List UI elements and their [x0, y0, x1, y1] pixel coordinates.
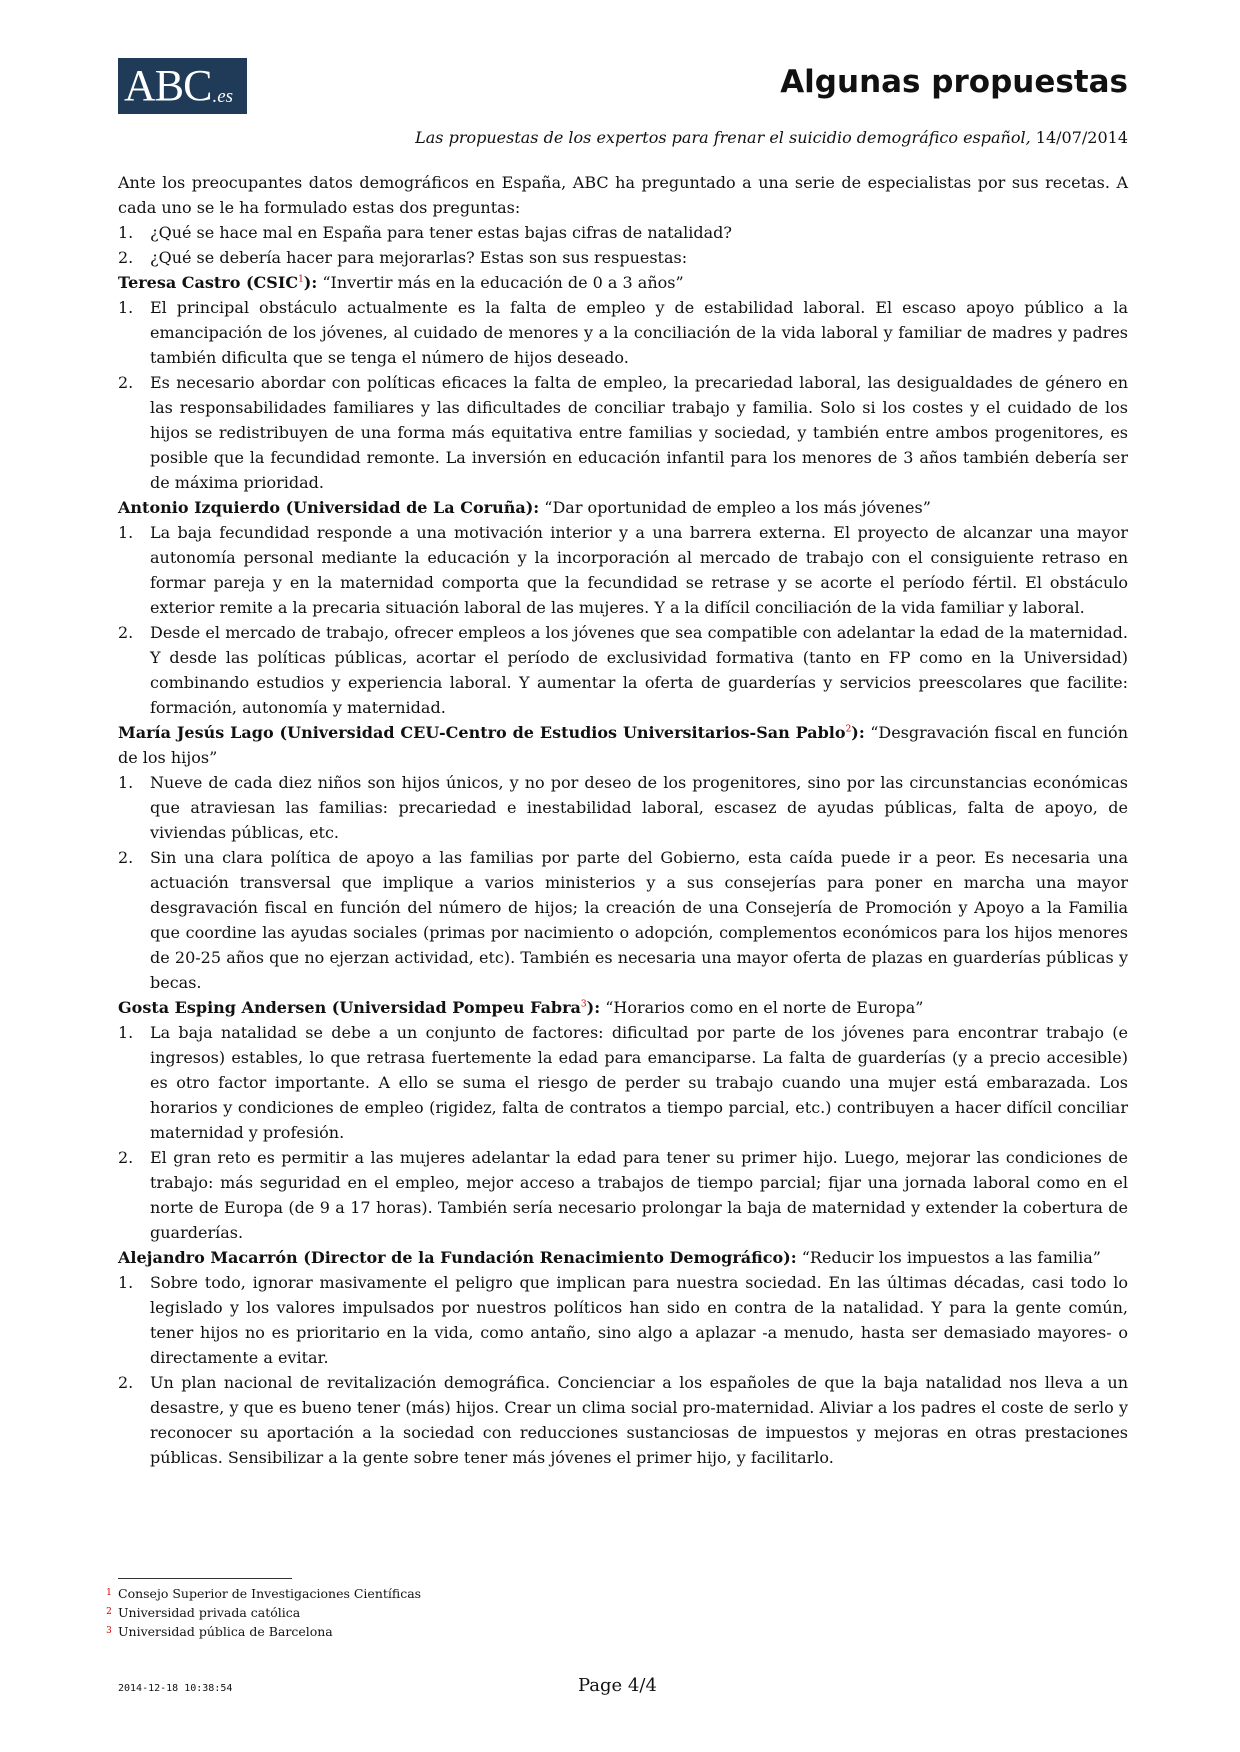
answer-item [118, 295, 1128, 370]
answer-text: El principal obstáculo actualmente es la falta de empleo y de estabilidad laboral. El escaso apoyo público a la emancipación de los jóvenes, al cuidado de menores y a la conciliación de la vida laboral y familiar de madres y padres también dificulta que se tenga el número de hijos deseado. [150, 298, 1128, 367]
expert-name: María Jesús Lago (Universidad CEU-Centro de Estudios Universitarios-San Pablo [118, 723, 846, 742]
expert-heading [118, 995, 1128, 1020]
answer-number: 2. [118, 623, 134, 642]
article-body [118, 170, 1128, 1470]
footnote-marker: 1 [298, 274, 304, 285]
footnote-divider [118, 1578, 292, 1579]
question-number: 2. [118, 248, 134, 267]
answer-item [118, 1270, 1128, 1370]
footnotes [100, 1584, 421, 1641]
answer-item [118, 1020, 1128, 1145]
answer-text: Nueve de cada diez niños son hijos únicos, y no por deseo de los progenitores, sino por las circunstancias económicas que atraviesan las familias: precariedad e inestabilidad laboral, escasez de ayudas públicas, falta de apoyo, de viviendas públicas, etc. [150, 773, 1128, 842]
answer-number: 1. [118, 1023, 134, 1042]
question-item [118, 245, 1128, 270]
answer-item [118, 620, 1128, 720]
footnote-number: 2 [106, 1607, 112, 1617]
expert-name-end: ): [851, 723, 865, 742]
answer-item [118, 370, 1128, 495]
question-number: 1. [118, 223, 134, 242]
answer-number: 2. [118, 848, 134, 867]
footnote [100, 1584, 421, 1603]
expert-heading [118, 720, 1128, 770]
footnote-text: Consejo Superior de Investigaciones Científicas [118, 1586, 422, 1601]
answer-item [118, 845, 1128, 995]
answer-number: 1. [118, 773, 134, 792]
expert-name-end: ): [303, 273, 318, 292]
logo-main: ABC [124, 61, 212, 110]
subtitle-text: Las propuestas de los expertos para frenar el suicidio demográfico español, [415, 128, 1031, 147]
page-title: Algunas propuestas [780, 64, 1128, 100]
answer-text: Sin una clara política de apoyo a las familias por parte del Gobierno, esta caída puede ir a peor. Es necesaria una actuación transversal que implique a varios ministerios y a sus consejerías para poner en marcha una mayor desgravación fiscal en función del número de hijos; la creación de una Consejería de Promoción y Apoyo a la Familia que coordine las ayudas sociales (primas por nacimiento o adopción, complementos económicos para los hijos menores de 20-25 años que no ejerzan actividad, etc). También es necesaria una mayor oferta de plazas en guarderías públicas y becas. [150, 848, 1128, 992]
expert-name: Antonio Izquierdo (Universidad de La Coruña): [118, 498, 540, 517]
article-subtitle [415, 128, 1128, 147]
intro-paragraph: Ante los preocupantes datos demográficos en España, ABC ha preguntado a una serie de especialistas por sus recetas. A cada uno se le ha formulado estas dos preguntas: [118, 173, 1128, 217]
abc-logo [118, 58, 247, 114]
answer-item [118, 770, 1128, 845]
answer-text: La baja fecundidad responde a una motivación interior y a una barrera externa. El proyecto de alcanzar una mayor autonomía personal mediante la educación y la incorporación al mercado de trabajo con el consiguiente retraso en formar pareja y en la maternidad comporta que la fecundidad se retrase y se acorte el período fértil. El obstáculo exterior remite a la precaria situación laboral de las mujeres. Y a la difícil conciliación de la vida familiar y laboral. [150, 523, 1128, 617]
expert-name: Alejandro Macarrón (Director de la Fundación Renacimiento Demográfico): [118, 1248, 797, 1267]
answer-number: 2. [118, 1148, 134, 1167]
expert-name: Teresa Castro (CSIC [118, 273, 299, 292]
answer-number: 1. [118, 1273, 134, 1292]
answer-text: Es necesario abordar con políticas eficaces la falta de empleo, la precariedad laboral, las desigualdades de género en las responsabilidades familiares y las dificultades de conciliar trabajo y familia. Solo si los costes y el cuidado de los hijos se redistribuyen de una forma más equitativa entre familias y sociedad, y también entre ambos progenitores, es posible que la fecundidad remonte. La inversión en educación infantil para los menores de 3 años también debería ser de máxima prioridad. [150, 373, 1128, 492]
expert-heading [118, 495, 1128, 520]
question-text: ¿Qué se debería hacer para mejorarlas? Estas son sus respuestas: [150, 248, 688, 267]
answer-text: Sobre todo, ignorar masivamente el peligro que implican para nuestra sociedad. En las últimas décadas, casi todo lo legislado y los valores impulsados por nuestros políticos han sido en contra de la natalidad. Y para la gente común, tener hijos no es prioritario en la vida, como antaño, sino algo a aplazar -a menudo, hasta ser demasiado mayores- o directamente a evitar. [150, 1273, 1128, 1367]
question-item [118, 220, 1128, 245]
logo-suffix: .es [212, 86, 234, 107]
expert-quote: “Reducir los impuestos a las familia” [796, 1248, 1101, 1267]
answer-text: La baja natalidad se debe a un conjunto de factores: dificultad por parte de los jóvenes para encontrar trabajo (e ingresos) estables, lo que retrasa fuertemente la edad para emanciparse. La falta de guarderías (y a precio accesible) es otro factor importante. A ello se suma el riesgo de perder su trabajo cuando una mujer está embarazada. Los horarios y condiciones de empleo (rigidez, falta de contratos a tiempo parcial, etc.) contribuyen a hacer difícil conciliar maternidad y profesión. [150, 1023, 1128, 1142]
article-date: 14/07/2014 [1030, 128, 1128, 147]
answer-number: 1. [118, 523, 134, 542]
footnote-number: 1 [106, 1588, 112, 1598]
answer-text: Un plan nacional de revitalización demográfica. Concienciar a los españoles de que la baja natalidad nos lleva a un desastre, y que es bueno tener (más) hijos. Crear un clima social pro-maternidad. Aliviar a los padres el coste de serlo y reconocer su aportación a la sociedad con reducciones sustanciosas de impuestos y mejoras en otras prestaciones públicas. Sensibilizar a la gente sobre tener más jóvenes el primer hijo, y facilitarlo. [150, 1373, 1128, 1467]
footnote-marker: 2 [845, 724, 852, 735]
answer-item [118, 1145, 1128, 1245]
answer-number: 2. [118, 1373, 134, 1392]
answer-number: 2. [118, 373, 134, 392]
footnote-text: Universidad privada católica [118, 1605, 301, 1620]
footnote [100, 1603, 421, 1622]
answer-text: Desde el mercado de trabajo, ofrecer empleos a los jóvenes que sea compatible con adelantar la edad de la maternidad. Y desde las políticas públicas, acortar el período de exclusividad formativa (tanto en FP como en la Universidad) combinando estudios y experiencia laboral. Y aumentar la oferta de guarderías y servicios preescolares que facilite: formación, autonomía y maternidad. [150, 623, 1128, 717]
expert-quote: “Dar oportunidad de empleo a los más jóvenes” [539, 498, 931, 517]
footnote-number: 3 [106, 1626, 112, 1636]
footnote-text: Universidad pública de Barcelona [118, 1624, 333, 1639]
page-number: Page 4/4 [578, 1675, 657, 1696]
expert-quote: “Horarios como en el norte de Europa” [600, 998, 924, 1017]
print-timestamp: 2014-12-18 10:38:54 [118, 1683, 233, 1694]
answer-item [118, 1370, 1128, 1470]
footnote [100, 1622, 421, 1641]
expert-name-end: ): [586, 998, 601, 1017]
expert-name: Gosta Esping Andersen (Universidad Pompeu Fabra [118, 998, 581, 1017]
footnote-marker: 3 [580, 999, 587, 1010]
expert-heading [118, 1245, 1128, 1270]
expert-quote: “Invertir más en la educación de 0 a 3 años” [317, 273, 684, 292]
answer-text: El gran reto es permitir a las mujeres adelantar la edad para tener su primer hijo. Luego, mejorar las condiciones de trabajo: más seguridad en el empleo, mejor acceso a trabajos de tiempo parcial; fijar una jornada laboral como en el norte de Europa (de 9 a 17 horas). También sería necesario prolongar la baja de maternidad y extender la cobertura de guarderías. [150, 1148, 1128, 1242]
answer-item [118, 520, 1128, 620]
expert-heading [118, 270, 1128, 295]
expert-quote: “Desgravación fiscal en función de los hijos” [118, 723, 1128, 767]
question-text: ¿Qué se hace mal en España para tener estas bajas cifras de natalidad? [150, 223, 732, 242]
answer-number: 1. [118, 298, 134, 317]
